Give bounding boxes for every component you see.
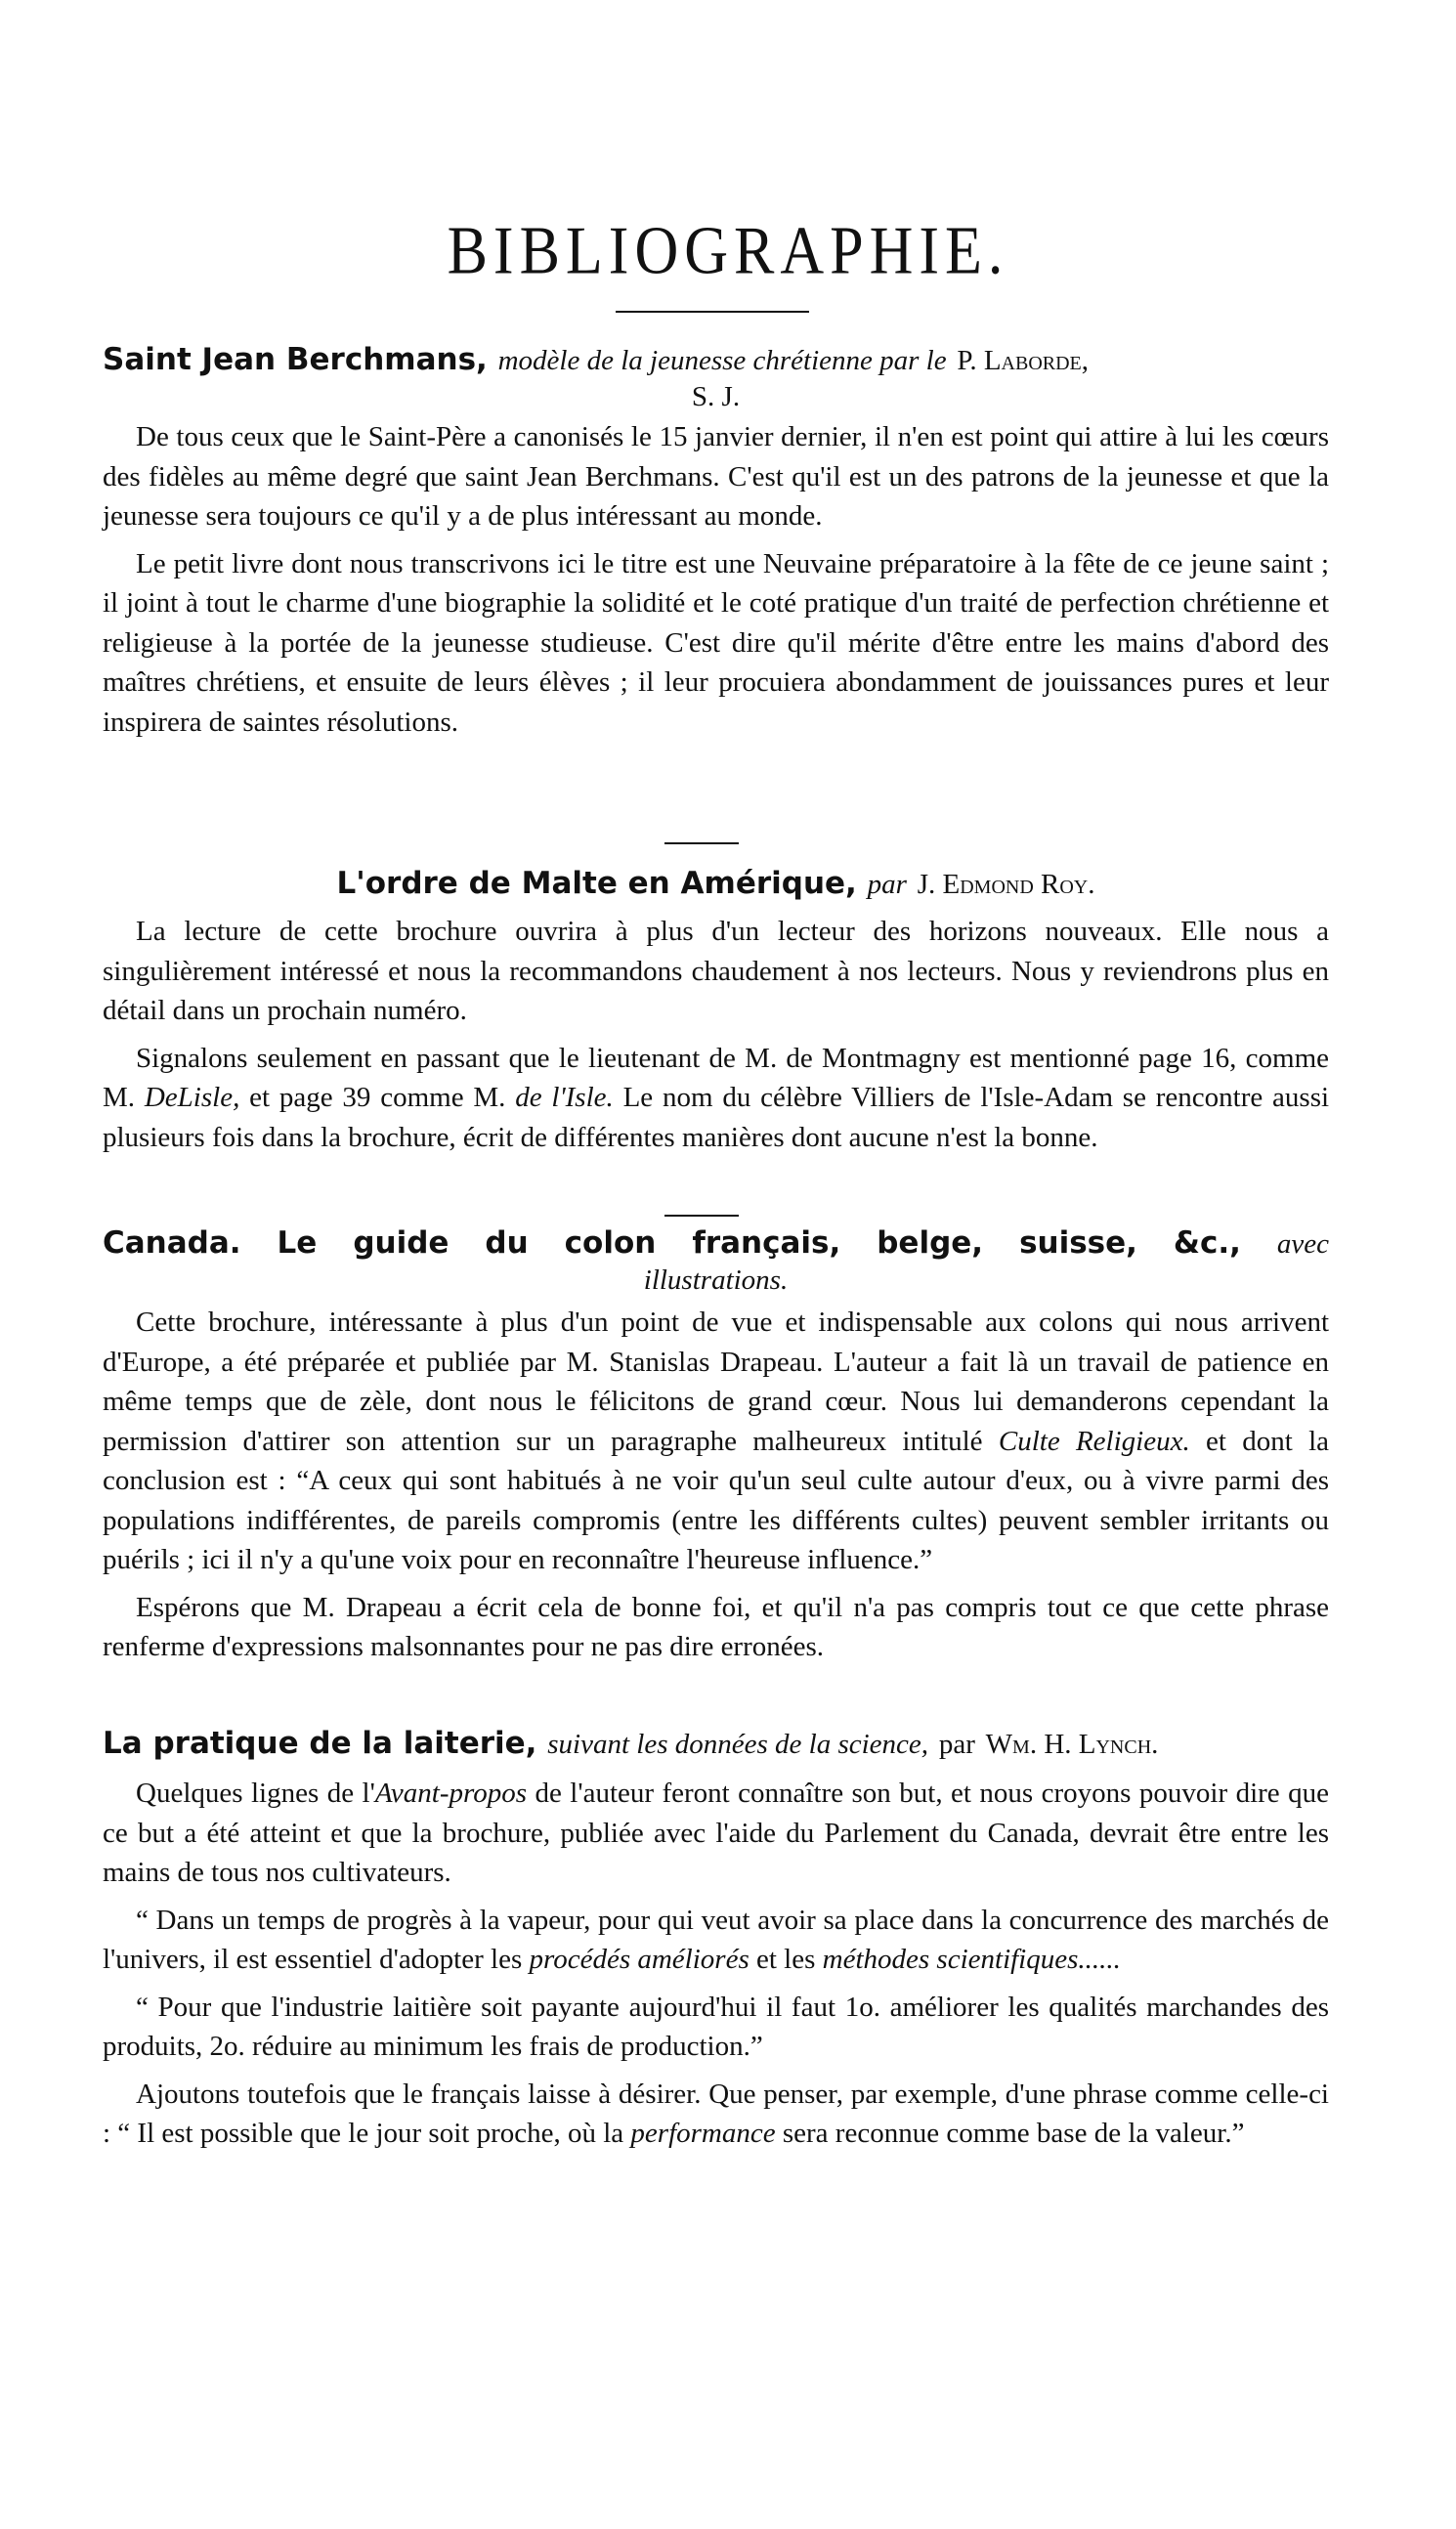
entry-author-suffix: S. J. (691, 381, 741, 412)
title-rule (616, 311, 809, 313)
text-run: sera reconnue comme base de la valeur.” (782, 2118, 1245, 2149)
text-italic: DeLisle, (144, 1082, 240, 1113)
entry-subtitle: modèle de la jeunesse chrétienne par le (497, 345, 947, 376)
entry-heading (103, 1724, 1329, 1764)
entry-heading (103, 864, 1329, 904)
entry-heading (103, 1223, 1329, 1264)
text-run: de l'auteur feront connaître son but, et nous croyons pouvoir dire que ce but a été atteint et que la brochure, publiée avec l'aide du Parlement du Canada, devrait être entre les mains de tous nos cultivateurs. (103, 1778, 1329, 1888)
entry-subtitle-cont: illustrations. (643, 1264, 789, 1296)
entry-heading (103, 340, 1329, 380)
text-italic: performance (630, 2118, 776, 2149)
section-rule (664, 1215, 739, 1217)
entry-subtitle: avec (1276, 1228, 1329, 1260)
entry-title: Canada. Le guide du colon français, belge, suisse, &c., (103, 1225, 1241, 1261)
text-run: Quelques lignes de l' (136, 1778, 375, 1809)
paragraph: La lecture de cette brochure ouvrira à plus d'un lecteur des horizons nouveaux. Elle nous a singulièrement intéressé et nous la recommandons chaudement à nos lecteurs. Nous y reviendrons plus en détail dans un prochain numéro. (103, 916, 1329, 1026)
text-run: et dont la conclusion est : “A ceux qui sont habitués à ne voir qu'un seul culte autour d'eux, ou à vivre parmi des populations indifférentes, de pareils compromis (entre les différents cultes) peuvent sembler irritants ou puérils ; ici il n'y a qu'une voix pour en reconnaître l'heureuse influence.” (103, 1425, 1330, 1575)
paragraph (103, 1774, 1329, 1893)
entry-pratique-de-la-laiterie (103, 1724, 1329, 2154)
paragraph (103, 1303, 1329, 1580)
paragraph (103, 2075, 1329, 2154)
entry-by: par (938, 1729, 975, 1760)
text-italic: méthodes scientifiques...... (822, 1944, 1121, 1975)
text-italic: procédés améliorés (529, 1944, 749, 1975)
text-italic: de l'Isle. (515, 1082, 614, 1113)
paragraph (103, 1039, 1329, 1158)
text-run: Cette brochure, intéressante à plus d'un point de vue et indispensable aux colons qui nous arrivent d'Europe, a été préparée et publiée par M. Stanislas Drapeau. L'auteur a fait là un travail de patience en même temps que de zèle, dont nous le félicitons de grand cœur. Nous lui demanderons cependant la permission d'attirer son attention sur un paragraphe malheureux intitulé (103, 1307, 1329, 1457)
page-title: BIBLIOGRAPHIE. (447, 213, 1009, 289)
section-rule (664, 842, 739, 844)
paragraph (103, 1901, 1329, 1980)
entry-subtitle: suivant les données de la science, (547, 1729, 929, 1760)
entry-author: Wm. H. Lynch. (985, 1729, 1159, 1760)
entry-author: P. Laborde, (957, 345, 1090, 376)
text-run: et page 39 comme M. (249, 1082, 506, 1113)
entry-title: L'ordre de Malte en Amérique, (336, 866, 857, 901)
text-italic: Avant-propos (374, 1778, 528, 1809)
entry-title: La pratique de la laiterie, (103, 1726, 537, 1761)
paragraph: De tous ceux que le Saint-Père a canonisés le 15 janvier dernier, il n'en est point qui attire à lui les cœurs des fidèles au même degré que saint Jean Berchmans. C'est qu'il est un des patrons de la jeunesse et que la jeunesse sera toujours ce qu'il y a de plus intéressant au monde. (103, 421, 1329, 532)
text-run: et les (755, 1944, 816, 1975)
entry-title: Saint Jean Berchmans, (103, 342, 488, 377)
entry-canada-guide-du-colon (103, 1223, 1329, 1667)
entry-saint-jean-berchmans (103, 340, 1329, 742)
text-run: “ Dans un temps de progrès à la vapeur, pour qui veut avoir sa place dans la concurrence des marchés de l'univers, il est essentiel d'adopter les (103, 1904, 1329, 1975)
entry-ordre-de-malte (103, 864, 1329, 1157)
paragraph: Espérons que M. Drapeau a écrit cela de bonne foi, et qu'il n'a pas compris tout ce que cette phrase renferme d'expressions malsonnantes pour ne pas dire erronées. (103, 1591, 1329, 1662)
text-run: Ajoutons toutefois que le français laisse à désirer. Que penser, par exemple, d'une phrase comme celle-ci : “ Il est possible que le jour soit proche, où la (103, 2078, 1329, 2149)
text-run: Signalons seulement en passant que le lieutenant de M. de Montmagny est mentionné page 16, comme M. (103, 1042, 1329, 1113)
entry-author: J. Edmond Roy. (917, 869, 1095, 900)
text-italic: Culte Religieux. (998, 1425, 1190, 1457)
paragraph: Le petit livre dont nous transcrivons ici le titre est une Neuvaine préparatoire à la fête de ce jeune saint ; il joint à tout le charme d'une biographie la solidité et le coté pratique d'un traité de perfection chrétienne et religieuse à la portée de la jeunesse studieuse. C'est dire qu'il mérite d'être entre les mains d'abord des maîtres chrétiens, et ensuite de leurs élèves ; il leur procuiera abondamment de jouissances pures et leur inspirera de saintes résolutions. (103, 547, 1329, 738)
text-run: Le nom du célèbre Villiers de l'Isle-Adam se rencontre aussi plusieurs fois dans la brochure, écrit de différentes manières dont aucune n'est la bonne. (103, 1082, 1330, 1153)
paragraph: “ Pour que l'industrie laitière soit payante aujourd'hui il faut 1o. améliorer les qualités marchandes des produits, 2o. réduire au minimum les frais de production.” (103, 1991, 1329, 2062)
entry-subtitle: par (867, 869, 907, 900)
